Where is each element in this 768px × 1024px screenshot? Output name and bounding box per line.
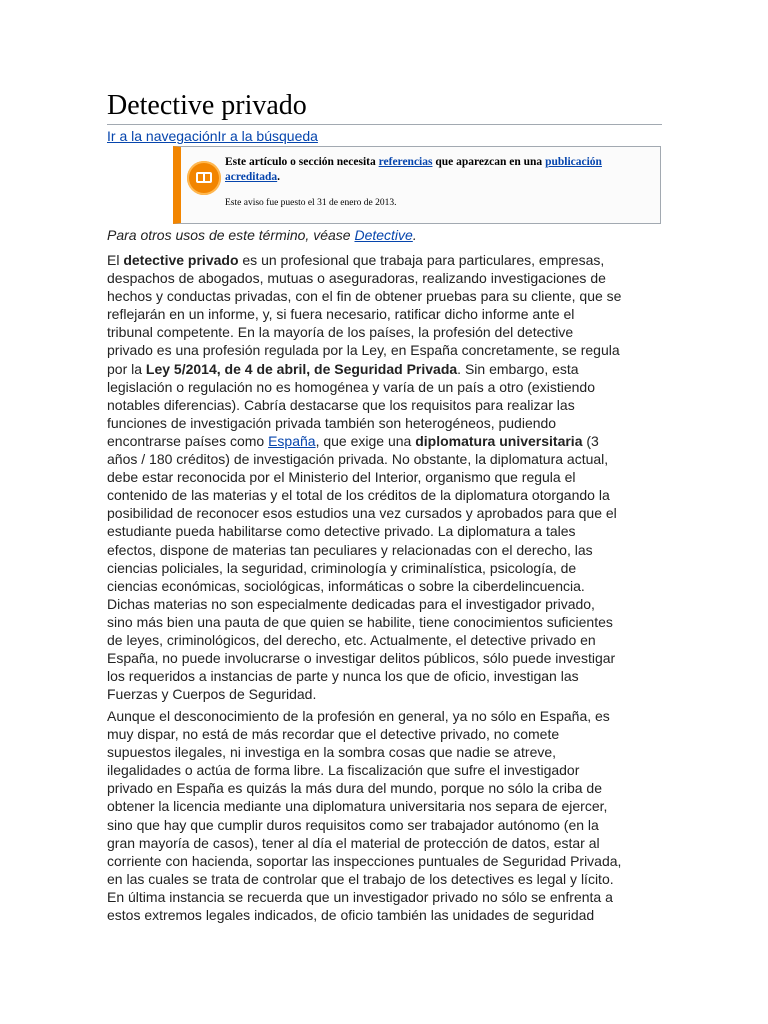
paragraph-line: Fuerzas y Cuerpos de Seguridad. [107,686,317,703]
paragraph-line: ilegalidades o actúa de forma libre. La fiscalización que sufre el investigador [107,762,580,779]
paragraph-line: El detective privado es un profesional que trabaja para particulares, empresas, [107,252,605,268]
paragraph-line: España, no puede involucrarse o investigar delitos públicos, sólo puede investigar [107,650,616,667]
detective-disambiguation-link[interactable]: Detective [354,227,413,243]
paragraph-line: En última instancia se recuerda que un investigador privado no sólo se enfrenta a [107,888,613,905]
paragraph-line: supuestos ilegales, ni investiga en la sombra cosas que nadie se atreve, [107,744,557,761]
paragraph-line: hechos y conductas privadas, con el fin de obtener pruebas para su cliente, que se [107,288,622,305]
notice-message: Este artículo o sección necesita referencias que aparezcan en una publicación acreditada. [225,156,602,183]
paragraph-line: efectos, dispone de materias tan peculiares y relacionadas con el derecho, las [107,541,593,558]
references-link[interactable]: referencias [378,156,433,168]
paragraph-line: privado en España es quizás la más dura del mundo, porque no sólo la criba de [107,780,602,797]
paragraph-line: contenido de las materias y el total de los créditos de la diplomatura otorgando la [107,487,610,504]
paragraph-line: Dichas materias no son especialmente dedicadas para el investigador privado, [107,595,595,612]
reliable-publication-link[interactable]: publicación acreditada [225,156,602,183]
paragraph-line: privado es una profesión regulada por la Ley, en España concretamente, se regula [107,342,620,359]
espana-link[interactable]: España [268,432,316,449]
paragraph-line: por la Ley 5/2014, de 4 de abril, de Seguridad Privada. Sin embargo, esta [107,360,579,377]
paragraph-line: sino que hay que cumplir duros requisitos como ser trabajador autónomo (en la [107,816,599,833]
paragraph-line: debe estar reconocida por el Ministerio del Interior, organismo que regula el [107,469,576,486]
jump-links [107,127,318,145]
paragraph-line: encontrarse países como España, que exige una diplomatura universitaria (3 [107,432,599,449]
jump-to-search-link[interactable]: Ir a la búsqueda [217,128,318,144]
paragraph-line: estudiante pueda habilitarse como detective privado. La diplomatura a tales [107,523,576,540]
paragraph-line: reflejarán en un informe, y, si fuera necesario, ratificar dicho informe ante el [107,306,575,323]
notice-date: Este aviso fue puesto el 31 de enero de 2013. [225,198,397,208]
paragraph-line: Aunque el desconocimiento de la profesión en general, ya no sólo en España, es [107,708,610,724]
paragraph-line: tribunal competente. En la mayoría de los países, la profesión del detective [107,324,574,341]
paragraph-line: de leyes, criminológicos, del derecho, etc. Actualmente, el detective privado en [107,631,596,648]
term-diplomatura: diplomatura universitaria [415,432,583,449]
paragraph-line: corriente con hacienda, soportar las inspecciones puntuales de Seguridad Privada, [107,852,622,869]
term-detective-privado: detective privado [123,252,239,268]
paragraph-line: obtener la licencia mediante una diplomatura universitaria nos separa de ejercer, [107,798,608,815]
references-notice-box [173,146,661,224]
paragraph-line: legislación o regulación no es homogénea y varía de un país a otro (existiendo [107,378,595,395]
title-divider [107,124,662,125]
paragraph-line: despachos de abogados, mutuas o aseguradoras, realizando investigaciones de [107,270,606,287]
paragraph-line: los requeridos a instancias de parte y nunca los que de oficio, investigan las [107,668,579,685]
paragraph-line: posibilidad de reconocer esos estudios una vez cursados y aprobados para que el [107,505,617,522]
paragraph-line: años / 180 créditos) de investigación privada. No obstante, la diplomatura actual, [107,451,609,468]
paragraph-line: notables diferencias). Cabría destacarse que los requisitos para realizar las [107,396,575,413]
disambiguation-hatnote: Para otros usos de este término, véase Detective. [107,227,417,243]
paragraph-line: funciones de investigación privada también son heterogéneos, pudiendo [107,414,557,431]
book-icon [187,161,221,195]
paragraph-line: sino más bien una pauta de que quien se habilite, tiene conocimientos suficientes [107,613,613,630]
jump-to-navigation-link[interactable]: Ir a la navegación [107,128,218,144]
paragraph-line: muy dispar, no está de más recordar que el detective privado, no comete [107,726,560,743]
paragraph-line: ciencias policiales, la seguridad, criminología y criminalística, psicología, de [107,559,577,576]
body-paragraph-1 [107,251,667,703]
paragraph-line: estos extremos legales indicados, de oficio también las unidades de seguridad [107,907,595,924]
page-title: Detective privado [107,90,307,121]
body-paragraph-2 [107,707,667,924]
law-reference: Ley 5/2014, de 4 de abril, de Seguridad Privada [145,360,458,377]
paragraph-line: gran mayoría de casos), tener al día el material de protección de datos, estar al [107,834,600,851]
paragraph-line: ciencias económicas, sociológicas, informáticas o sobre la ciberdelincuencia. [107,577,585,594]
paragraph-line: en las cuales se trata de controlar que el trabajo de los detectives es legal y lícito. [107,870,614,887]
